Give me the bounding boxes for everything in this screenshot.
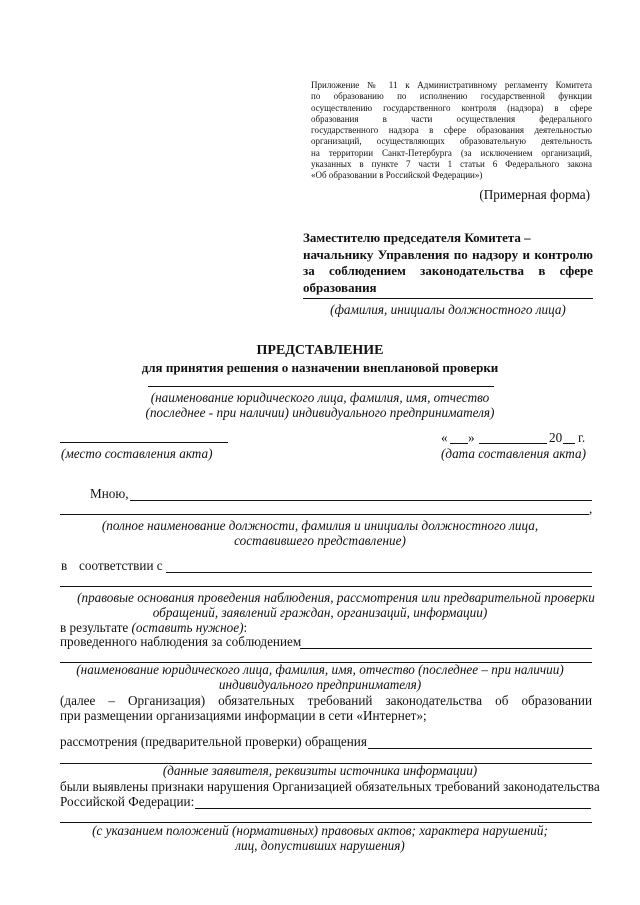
legal-basis-line-2 [60,586,592,587]
comma: , [589,501,593,516]
appendix-text [311,80,592,182]
appendix-line: осуществлению государственного контроля (надзора) в сфере [311,102,592,113]
position-caption: составившего представление) [234,533,406,548]
by-me-line-2 [60,514,589,515]
violations-text: были выявлены признаки нарушения Организацией обязательных требований законодательства [60,779,600,794]
document-subtitle: для принятия решения о назначении внеплановой проверки [141,360,499,375]
entity-name-line [148,386,494,387]
review-line [368,748,592,749]
date-month-line [479,443,547,444]
violations-line [195,808,591,809]
violations-caption: лиц, допустивших нарушения) [235,838,405,853]
appendix-line: государственного надзора в сфере образования деятельностью [311,125,592,136]
addressee-line: начальнику Управления по надзору и контролю [303,246,593,262]
observation-line [300,648,592,649]
date-year: 20 [549,430,563,445]
further-text: при размещении организациями информации в сети «Интернет»; [60,708,427,723]
appendix-line: Приложение № 11 к Административному регламенту Комитета [311,80,592,90]
entity-caption: (последнее - при наличии) индивидуального предпринимателя) [145,405,495,420]
addressee-line: Заместителю председателя Комитета – [303,230,531,245]
violations-caption: (с указанием положений (нормативных) правовых актов; характера нарушений; [92,823,548,838]
observation-label: проведенного наблюдения за соблюдением [60,634,302,649]
place-caption: (место составления акта) [61,446,213,461]
date-suffix: г. [578,430,586,445]
appendix-line: на территории Санкт-Петербурга (за исключением организаций, [311,147,592,158]
addressee-line: за соблюдением законодательства в сфере [303,263,593,278]
place-line [60,442,228,443]
addressee-line: образования [303,279,377,295]
violations-text: Российской Федерации: [60,794,195,809]
legal-caption: обращений, заявлений граждан, организаций, информации) [152,605,488,620]
review-label: рассмотрения (предварительной проверки) обращения [60,734,367,749]
position-caption: (полное наименование должности, фамилия и инициалы должностного лица, [101,518,539,533]
document-title: ПРЕДСТАВЛЕНИЕ [256,343,384,358]
appendix-line: образования в части осуществления федерального [311,113,592,124]
appendix-line: указанных в пункте 7 части 1 статьи 6 Федерального закона [311,159,592,170]
addressee-caption: (фамилия, инициалы должностного лица) [330,302,566,317]
further-text: (далее – Организация) обязательных требований законодательства об образовании [60,693,592,708]
date-day-line [450,443,468,444]
org-caption: индивидуального предпринимателя) [218,677,422,692]
date-close-quote: » [468,430,475,445]
appendix-line: организаций, осуществляющих образовательную деятельность [311,136,592,147]
form-type: (Примерная форма) [479,187,590,202]
by-me-label: Мною, [90,486,129,501]
appendix-line: по образованию по исполнению государственной функции [311,91,592,102]
in-accordance-label: соответствии с [79,558,163,573]
appendix-line: «Об образовании в Российской Федерации») [311,170,483,181]
addressee-name-line [303,298,593,299]
in-accordance-label: в [61,558,68,573]
by-me-line [130,500,592,501]
result-prefix: в результате [60,620,132,635]
applicant-caption: (данные заявителя, реквизиты источника информации) [162,763,478,778]
date-open-quote: « [441,430,448,445]
result-note: (оставить нужное) [131,620,244,635]
addressee [303,230,593,296]
result-colon: : [243,620,248,635]
date-year-line [563,443,575,444]
legal-caption: (правовые основания проведения наблюдения, рассмотрения или предварительной проверки [77,590,595,605]
date-caption: (дата составления акта) [441,446,586,461]
legal-basis-line [166,572,592,573]
org-caption: (наименование юридического лица, фамилия, имя, отчество (последнее – при наличии) [76,662,564,677]
entity-caption: (наименование юридического лица, фамилия, имя, отчество [150,390,490,405]
